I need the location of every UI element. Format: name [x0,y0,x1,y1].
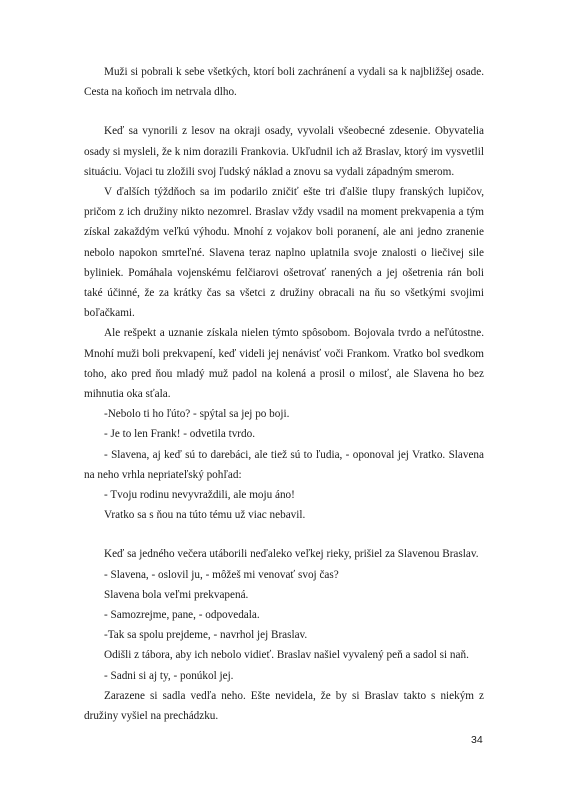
dialogue-line: - Samozrejme, pane, - odpovedala. [104,609,260,622]
dialogue-line: - Slavena, aj keď sú to darebáci, ale tiež sú to ľudia, - oponoval jej Vratko. Slavena na neho vrhla nepriateľský pohľad: [84,448,484,481]
paragraph: Keď sa jedného večera utáborili neďaleko veľkej rieky, prišiel za Slavenou Braslav. [104,548,479,561]
dialogue-line: -Nebolo ti ho ľúto? - spýtal sa jej po boji. [104,408,290,421]
paragraph: Muži si pobrali k sebe všetkých, ktorí boli zachránení a vydali sa k najbližšej osade. Cesta na koňoch im netrvala dlho. [84,66,484,99]
paragraph: Odišli z tábora, aby ich nebolo vidieť. Braslav našiel vyvalený peň a sadol si naň. [104,649,469,662]
paragraph: V ďalších týždňoch sa im podarilo zničiť ešte tri ďalšie tlupy franských lupičov, pričom z ich družiny nikto nezomrel. Braslav vždy vsadil na moment prekvapenia a tým získal zakaždým veľkú výhodu. Mnohí z vojakov boli poranení, ale ani jedno zranenie nebolo napokon smrteľné. Slavena teraz naplno uplatnila svoje znalosti o liečivej sile byliniek. Pomáhala vojenskému felčiarovi ošetrovať ranených a jej ošetrenia rán boli také účinné, že za krátky čas sa všetci z družiny obracali na ňu so všetkými svojimi boľačkami. [84,186,484,320]
dialogue-line: - Slavena, - oslovil ju, - môžeš mi venovať svoj čas? [104,568,339,581]
paragraph: Ale rešpekt a uznanie získala nielen týmto spôsobom. Bojovala tvrdo a neľútostne. Mnohí muži boli prekvapení, keď videli jej nenávisť voči Frankom. Vratko bol svedkom toho, ako pred ňou mladý muž padol na kolená a prosil o milosť, ale Slavena ho bez mihnutia oka sťala. [84,327,484,401]
paragraph: Keď sa vynorili z lesov na okraji osady, vyvolali všeobecné zdesenie. Obyvatelia osady si mysleli, že k nim dorazili Frankovia. Ukľudnil ich až Braslav, ktorý im vysvetlil situáciu. Vojaci tu zložili svoj ľudský náklad a znovu sa vydali západným smerom. [84,125,484,178]
paragraph: Zarazene si sadla vedľa neho. Ešte nevidela, že by si Braslav takto s niekým z družiny vyšiel na prechádzku. [84,689,484,723]
dialogue-line: -Tak sa spolu prejdeme, - navrhol jej Braslav. [104,629,308,642]
paragraph: Slavena bola veľmi prekvapená. [104,588,249,601]
dialogue-line: - Tvoju rodinu nevyvraždili, ale moju áno! [104,489,295,502]
page-number: 34 [471,734,483,746]
paragraph: Vratko sa s ňou na túto tému už viac nebavil. [104,509,306,522]
body-text [84,62,484,726]
dialogue-line: - Sadni si aj ty, - ponúkol jej. [104,669,234,682]
dialogue-line: - Je to len Frank! - odvetila tvrdo. [104,428,255,441]
